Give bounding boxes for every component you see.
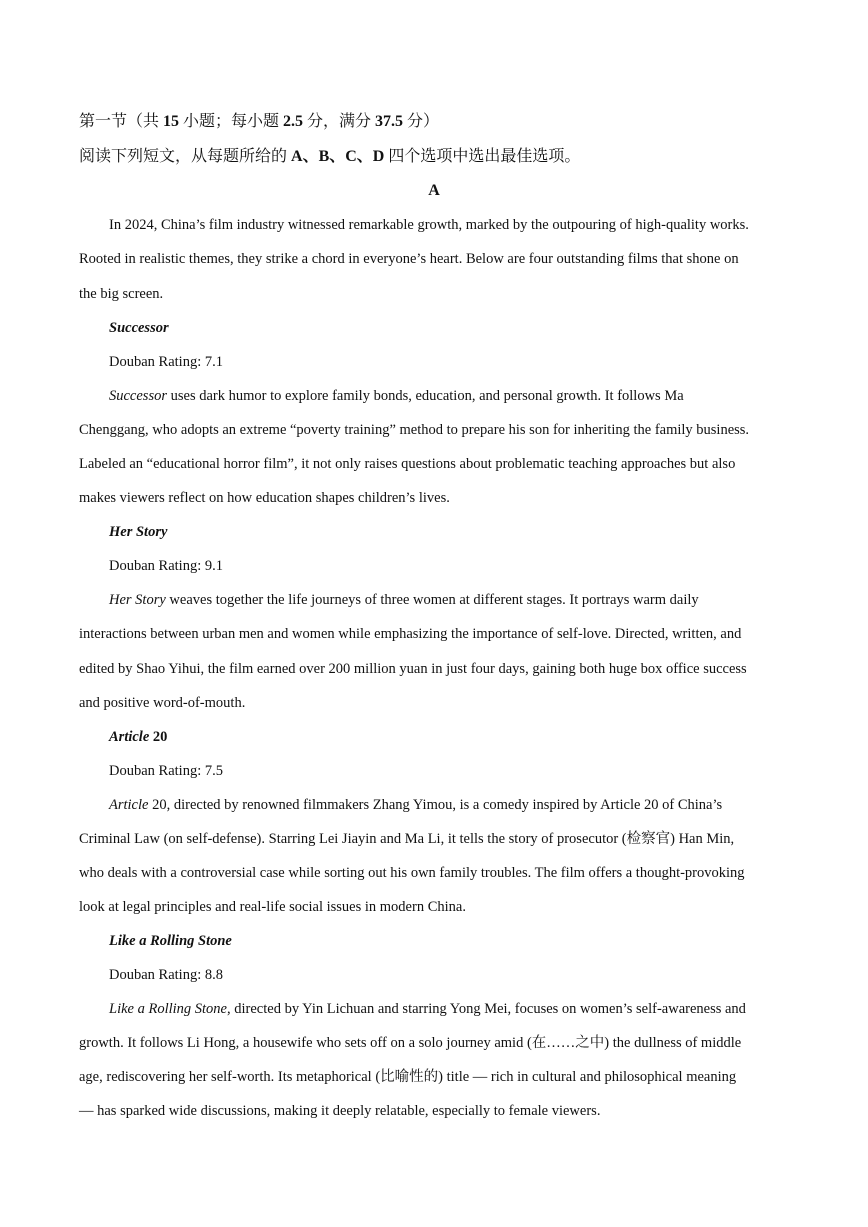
- film-rating: Douban Rating: 7.1: [109, 354, 223, 370]
- film-desc-line: and positive word-of-mouth.: [79, 695, 246, 711]
- film-desc-line: Chenggang, who adopts an extreme “poverty training” method to prepare his son for inheriting the family business.: [79, 422, 750, 438]
- film-desc-line: Like a Rolling Stone, directed by Yin Lichuan and starring Yong Mei, focuses on women’s self-awareness and: [109, 1001, 746, 1017]
- section-heading: 第一节（共 15 小题；每小题 2.5 分，满分 37.5 分）: [79, 113, 440, 130]
- film-title: Article 20: [109, 729, 168, 745]
- film-desc-line: Successor uses dark humor to explore family bonds, education, and personal growth. It follows Ma: [109, 388, 684, 404]
- film-desc-line: Labeled an “educational horror film”, it not only raises questions about problematic teaching approaches but also: [79, 456, 736, 472]
- film-desc-line: age, rediscovering her self-worth. Its metaphorical (比喻性的) title — rich in cultural and philosophical meaning: [79, 1069, 737, 1085]
- film-desc-line: Her Story weaves together the life journeys of three women at different stages. It portrays warm daily: [109, 592, 699, 608]
- film-rating: Douban Rating: 9.1: [109, 558, 223, 574]
- intro-line: Rooted in realistic themes, they strike a chord in everyone’s heart. Below are four outstanding films that shone on: [79, 251, 739, 267]
- film-title: Successor: [109, 320, 169, 336]
- film-desc-line: look at legal principles and real-life social issues in modern China.: [79, 899, 466, 915]
- section-instruction: 阅读下列短文，从每题所给的 A、B、C、D 四个选项中选出最佳选项。: [79, 148, 581, 165]
- film-desc-line: interactions between urban men and women while emphasizing the importance of self-love. Directed, written, and: [79, 626, 742, 642]
- film-desc-line: — has sparked wide discussions, making it deeply relatable, especially to female viewers.: [79, 1103, 601, 1119]
- film-title: Her Story: [109, 524, 168, 540]
- film-title: Like a Rolling Stone: [109, 933, 232, 949]
- film-desc-line: makes viewers reflect on how education shapes children’s lives.: [79, 490, 450, 506]
- film-desc-line: growth. It follows Li Hong, a housewife who sets off on a solo journey amid (在……之中) the dullness of middle: [79, 1035, 742, 1051]
- film-desc-line: who deals with a controversial case while sorting out his own family troubles. The film offers a thought-provoking: [79, 865, 745, 881]
- film-rating: Douban Rating: 8.8: [109, 967, 223, 983]
- film-desc-line: Criminal Law (on self-defense). Starring Lei Jiayin and Ma Li, it tells the story of prosecutor (检察官) Han Min,: [79, 831, 735, 847]
- passage-label: A: [428, 182, 440, 199]
- film-desc-line: edited by Shao Yihui, the film earned over 200 million yuan in just four days, gaining both huge box office success: [79, 661, 747, 677]
- intro-line: In 2024, China’s film industry witnessed remarkable growth, marked by the outpouring of high-quality works.: [109, 217, 749, 233]
- film-desc-line: Article 20, directed by renowned filmmakers Zhang Yimou, is a comedy inspired by Article 20 of China’s: [109, 797, 723, 813]
- intro-line: the big screen.: [79, 286, 164, 302]
- film-rating: Douban Rating: 7.5: [109, 763, 223, 779]
